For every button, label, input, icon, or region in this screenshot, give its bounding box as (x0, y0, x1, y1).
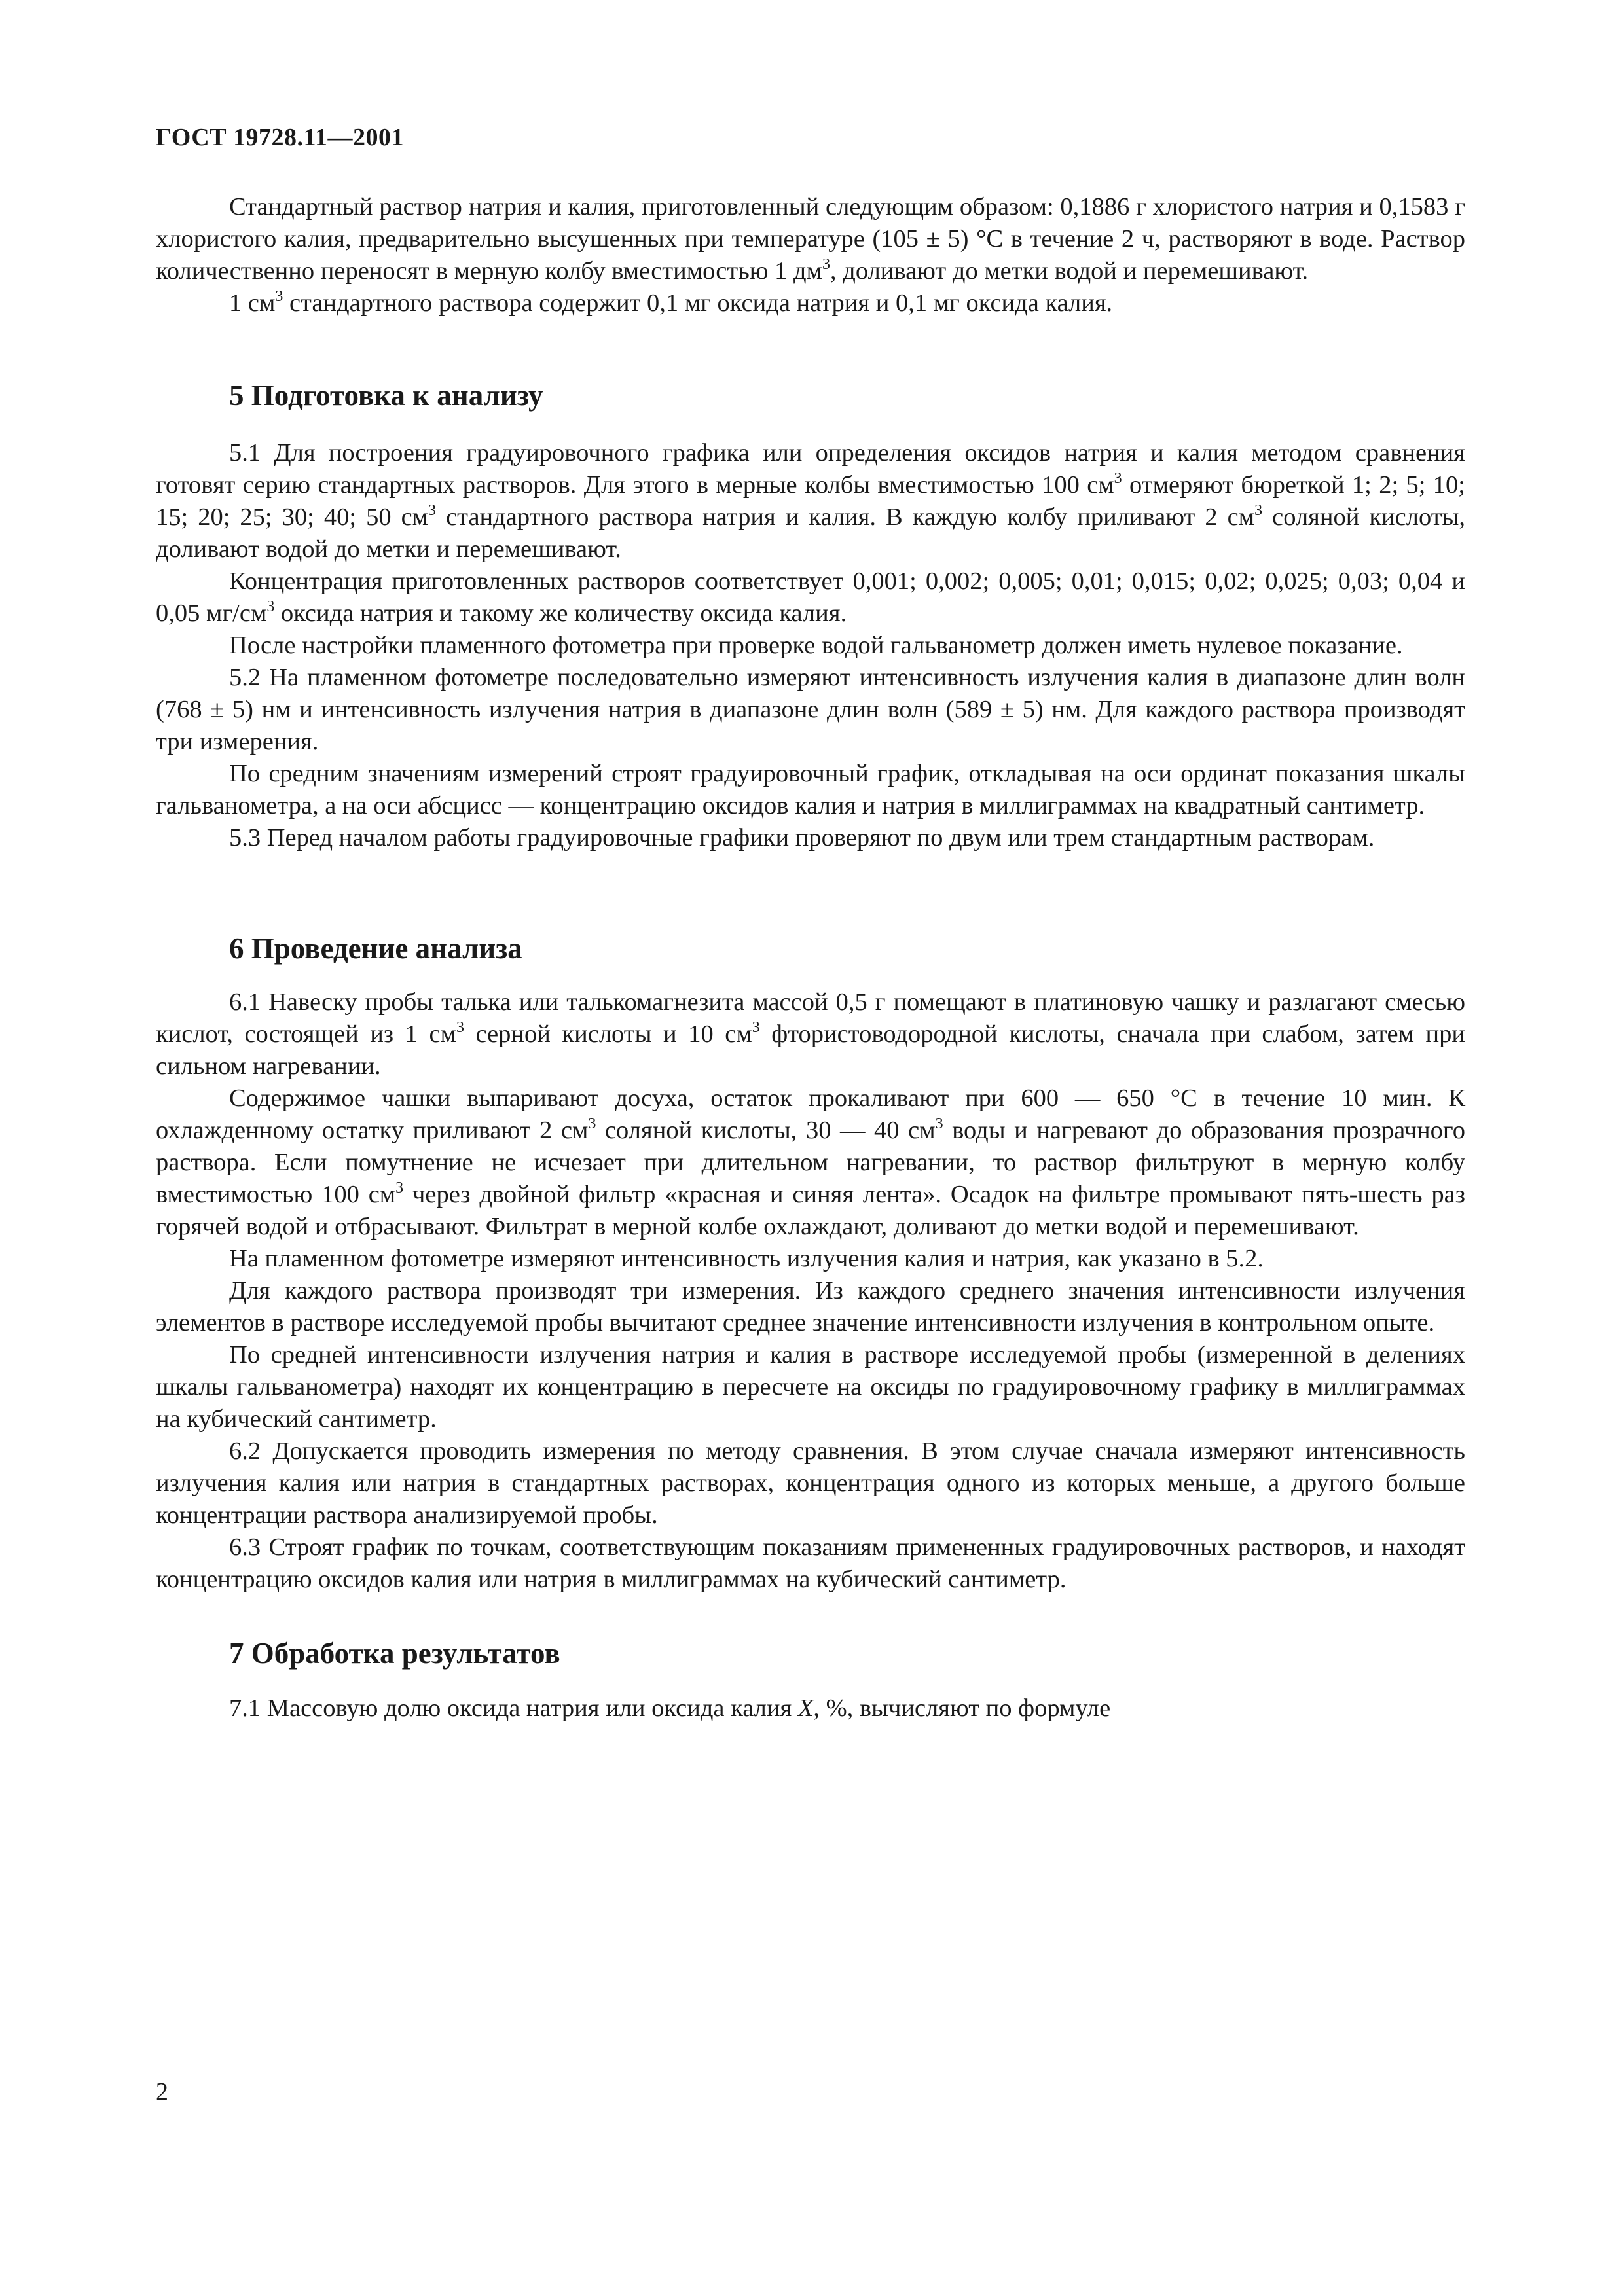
page-number: 2 (156, 2078, 168, 2106)
section-heading-7: 7 Обработка результатов (229, 1637, 560, 1670)
paragraph-6-3: 6.3 Строят график по точкам, соответствующим показаниям примененных градуировочных растворов, и находят концентрацию оксидов калия или натрия в миллиграммах на кубический сантиметр. (156, 1534, 1465, 1593)
paragraph-7-1: 7.1 Массовую долю оксида натрия или оксида калия X, %, вычисляют по формуле (229, 1695, 1111, 1722)
paragraph-photometer-setup: После настройки пламенного фотометра при проверке водой гальванометр должен иметь нулевое показание. (229, 632, 1403, 659)
paragraph-three-measurements: Для каждого раствора производят три измерения. Из каждого среднего значения интенсивности излучения элементов в растворе исследуемой пробы вычитают среднее значение интенсивности излучения в контрольном опыте. (156, 1277, 1465, 1336)
paragraph-6-1: 6.1 Навеску пробы талька или талькомагнезита массой 0,5 г помещают в платиновую чашку и разлагают смесью кислот, состоящей из 1 $см^3$ серной кислоты и 10 $см^3$ фтористоводородной кислоты, сначала при слабом, затем при сильном нагревании. (156, 988, 1466, 1080)
document-body (156, 191, 1465, 1725)
section-heading-5: 5 Подготовка к анализу (229, 379, 543, 412)
paragraph-5-3: 5.3 Перед началом работы градуировочные графики проверяют по двум или трем стандартным растворам. (229, 824, 1375, 852)
document-header: ГОСТ 19728.11—2001 (156, 124, 404, 151)
paragraph-5-1: 5.1 Для построения градуировочного графика или определения оксидов натрия и калия методом сравнения готовят серию стандартных растворов. Для этого в мерные колбы вместимостью 100 $см^3$ отмеряют бюреткой 1; 2; 5; 10; 15; 20; 25; 30; 40; 50 $см^3$ стандартного раствора натрия и калия. В каждую колбу приливают 2 $см^3$ соляной кислоты, доливают водой до метки и перемешивают. (156, 439, 1466, 563)
paragraph-evaporation: Содержимое чашки выпаривают досуха, остаток прокаливают при 600 — 650 °С в течение 10 мин. К охлажденному остатку приливают 2 $см^3$ соляной кислоты, 30 — 40 $см^3$ воды и нагревают до образования прозрачного раствора. Если помутнение не исчезает при длительном нагревании, то раствор фильтруют в мерную колбу вместимостью 100 $см^3$ через двойной фильтр «красная и синяя лента». Осадок на фильтре промывают пять-шесть раз горячей водой и отбрасывают. Фильтрат в мерной колбе охлаждают, доливают до метки водой и перемешивают. (156, 1085, 1465, 1240)
paragraph-calibration-graph: По средним значениям измерений строят градуировочный график, откладывая на оси ординат показания шкалы гальванометра, а на оси абсцисс — концентрацию оксидов калия и натрия в миллиграммах на квадратный сантиметр. (156, 760, 1465, 819)
paragraph-standard-solution: Стандартный раствор натрия и калия, приготовленный следующим образом: 0,1886 г хлористого натрия и 0,1583 г хлористого калия, предварительно высушенных при температуре (105 ± 5) °С в течение 2 ч, растворяют в воде. Раствор количественно переносят в мерную колбу вместимостью 1 $дм^3$, доливают до метки водой и перемешивают. (156, 193, 1465, 285)
paragraph-concentration: Концентрация приготовленных растворов соответствует 0,001; 0,002; 0,005; 0,01; 0,015; 0,02; 0,025; 0,03; 0,04 и 0,05 $мг/см^3$ оксида натрия и такому же количеству оксида калия. (156, 567, 1465, 627)
paragraph-measure-intensity: На пламенном фотометре измеряют интенсивность излучения калия и натрия, как указано в 5.2. (229, 1245, 1264, 1272)
section-heading-6: 6 Проведение анализа (229, 932, 522, 965)
paragraph-6-2: 6.2 Допускается проводить измерения по методу сравнения. В этом случае сначала измеряют интенсивность излучения калия или натрия в стандартных растворах, концентрация одного из которых меньше, а другого больше концентрации раствора анализируемой пробы. (156, 1437, 1465, 1529)
paragraph-5-2: 5.2 На пламенном фотометре последовательно измеряют интенсивность излучения калия в диапазоне длин волн (768 ± 5) нм и интенсивность излучения натрия в диапазоне длин волн (589 ± 5) нм. Для каждого раствора производят три измерения. (156, 664, 1465, 755)
paragraph-standard-content: 1 $см^3$ стандартного раствора содержит 0,1 мг оксида натрия и 0,1 мг оксида калия. (229, 288, 1113, 317)
paragraph-average-intensity: По средней интенсивности излучения натрия и калия в растворе исследуемой пробы (измеренной в делениях шкалы гальванометра) находят их концентрацию в пересчете на оксиды по градуировочному графику в миллиграммах на кубический сантиметр. (156, 1341, 1465, 1433)
